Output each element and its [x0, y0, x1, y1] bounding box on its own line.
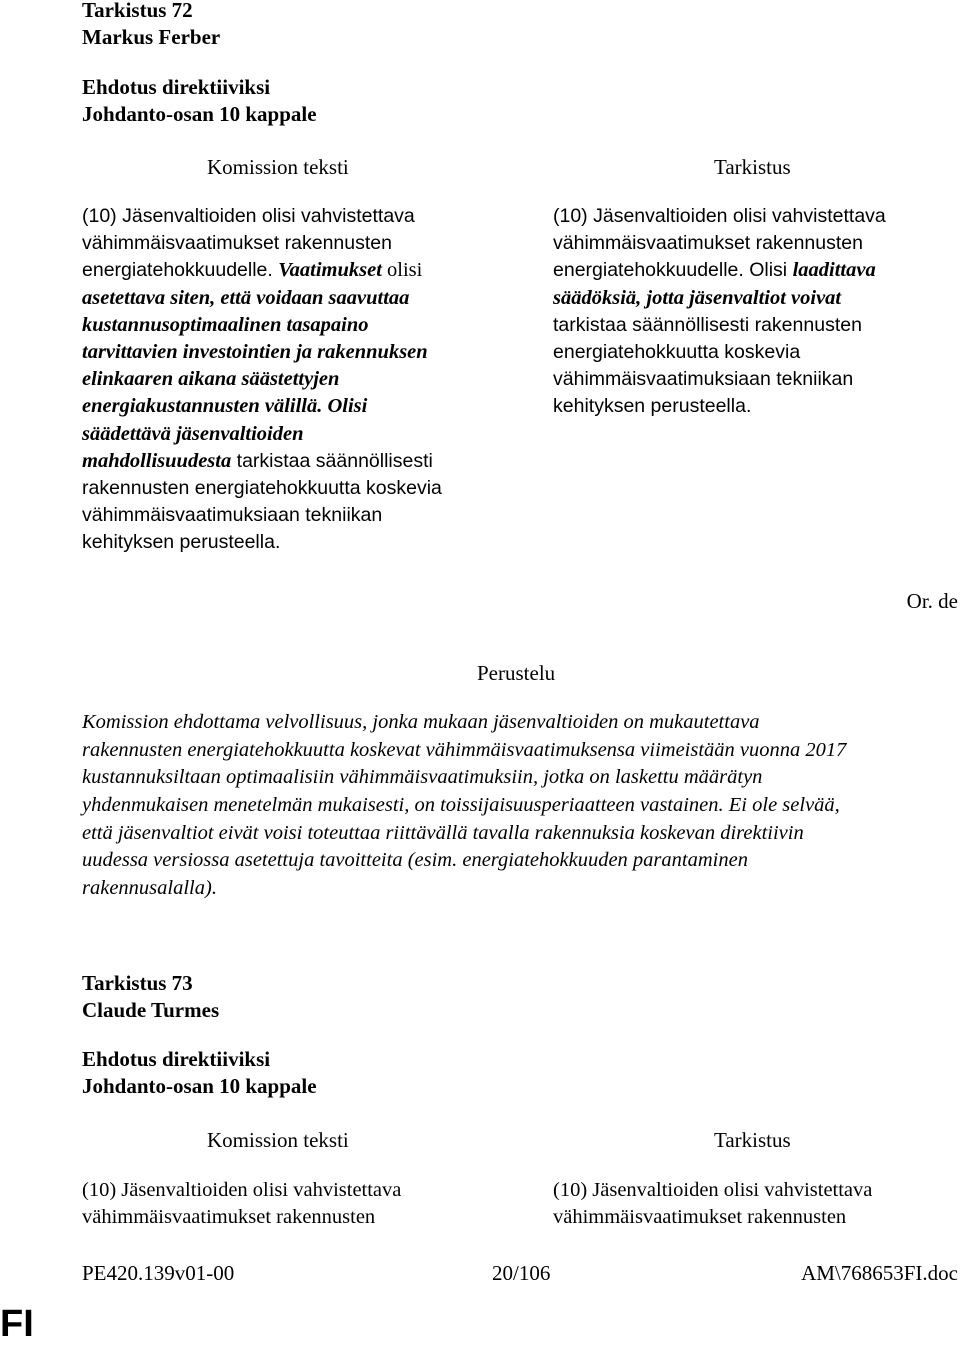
text-line: vähimmäisvaatimuksiaan tekniikan — [82, 504, 383, 527]
changed-text: säädöksiä, jotta jäsenvaltiot voivat — [553, 286, 842, 309]
commission-text-header: Komission teksti — [207, 155, 349, 179]
proposal-title: Ehdotus direktiiviksi — [82, 1047, 271, 1071]
text-span: tarkistaa säännöllisesti — [231, 449, 433, 472]
changed-text: säädettävä jäsenvaltioiden — [82, 422, 304, 445]
language-code: FI — [0, 1303, 34, 1345]
text-span: energiatehokkuudelle. Olisi — [553, 259, 793, 282]
text-line: kehityksen perusteella. — [82, 531, 281, 554]
amendment-author: Markus Ferber — [82, 25, 221, 49]
amendment-number: Tarkistus 72 — [82, 0, 193, 22]
changed-text: kustannusoptimaalinen tasapaino — [82, 313, 369, 336]
amendment-author: Claude Turmes — [82, 998, 220, 1022]
text-line: vähimmäisvaatimukset rakennusten — [82, 1206, 376, 1229]
text-line: uudessa versiossa asetettuja tavoitteita (esim. energiatehokkuuden parantaminen — [82, 849, 748, 872]
text-line: vähimmäisvaatimukset rakennusten — [553, 1206, 847, 1229]
document-reference: PE420.139v01-00 — [82, 1261, 235, 1285]
text-line: vähimmäisvaatimuksiaan tekniikan — [553, 368, 854, 391]
text-line — [82, 448, 442, 475]
proposal-title: Ehdotus direktiiviksi — [82, 75, 271, 99]
text-line: että jäsenvaltiot eivät voisi toteuttaa riittävällä tavalla rakennuksia koskevan direktiivin — [82, 821, 804, 844]
text-line: (10) Jäsenvaltioiden olisi vahvistettava — [553, 205, 886, 227]
text-line — [82, 257, 442, 284]
text-line: kustannuksiltaan optimaalisiin vähimmäisvaatimuksiin, jotka on laskettu määrätyn — [82, 766, 763, 789]
recital-reference: Johdanto-osan 10 kappale — [82, 102, 317, 126]
amendment-column-header: Tarkistus — [714, 1128, 791, 1152]
text-line: Komission ehdottama velvollisuus, jonka mukaan jäsenvaltioiden on mukautettava — [82, 711, 760, 733]
amendment-column-header: Tarkistus — [714, 155, 791, 179]
changed-text: Vaatimukset — [278, 259, 382, 282]
recital-reference: Johdanto-osan 10 kappale — [82, 1074, 317, 1098]
changed-text: mahdollisuudesta — [82, 449, 232, 472]
commission-text-column — [82, 1177, 401, 1231]
text-span: olisi — [381, 259, 423, 282]
changed-text: laadittava — [792, 259, 876, 282]
text-line: kehityksen perusteella. — [553, 395, 752, 418]
commission-text-header: Komission teksti — [207, 1128, 349, 1152]
text-line: rakennusten energiatehokkuutta koskevia — [82, 476, 442, 499]
text-line: tarkistaa säännöllisesti rakennusten — [553, 313, 862, 336]
justification-text — [82, 709, 846, 903]
file-name: AM\768653FI.doc — [801, 1261, 958, 1285]
text-line: energiatehokkuutta koskevia — [553, 340, 801, 363]
page-number: 20/106 — [492, 1261, 551, 1285]
changed-text: energiakustannusten välillä. Olisi — [82, 395, 368, 418]
changed-text: tarvittavien investointien ja rakennuksen — [82, 340, 428, 363]
text-line: vähimmäisvaatimukset rakennusten — [553, 232, 863, 255]
commission-text-column — [82, 203, 442, 556]
justification-header: Perustelu — [477, 661, 556, 685]
changed-text: asetettava siten, että voidaan saavuttaa — [82, 286, 410, 309]
text-span: energiatehokkuudelle. — [82, 259, 279, 282]
text-line: rakennusalalla). — [82, 877, 217, 900]
original-language: Or. de — [906, 589, 958, 613]
amendment-text-column — [553, 203, 886, 421]
text-line: vähimmäisvaatimukset rakennusten — [82, 232, 392, 255]
text-line: (10) Jäsenvaltioiden olisi vahvistettava — [82, 205, 415, 227]
text-line — [553, 257, 886, 284]
text-line: yhdenmukaisen menetelmän mukaisesti, on toissijaisuusperiaatteen vastainen. Ei ole selvää, — [82, 794, 840, 817]
amendment-text-column — [553, 1177, 872, 1231]
text-line: (10) Jäsenvaltioiden olisi vahvistettava — [553, 1179, 873, 1201]
changed-text: elinkaaren aikana säästettyjen — [82, 368, 340, 391]
amendment-number: Tarkistus 73 — [82, 971, 193, 995]
text-line: rakennusten energiatehokkuutta koskevat vähimmäisvaatimuksensa viimeistään vuonna 2017 — [82, 738, 847, 761]
text-line: (10) Jäsenvaltioiden olisi vahvistettava — [82, 1179, 402, 1201]
